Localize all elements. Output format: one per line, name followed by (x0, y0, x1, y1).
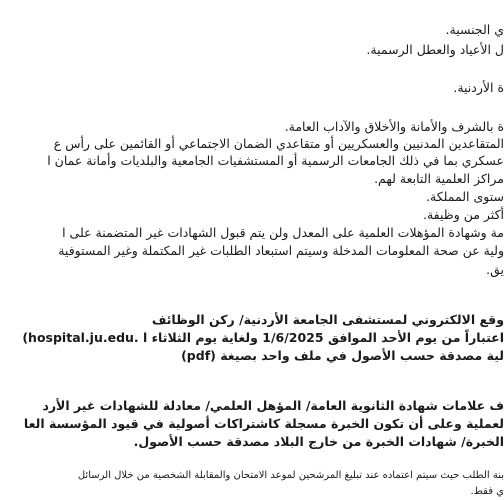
requirement-line: ة بالشرف والأمانة والأخلاق والآداب العامة. (284, 119, 504, 134)
attachment-line: لعملية وعلى أن تكون الخبرة مسجلة كاشتراكات أصولية في قيود المؤسسة العا (23, 416, 504, 431)
requirement-line: أكثر من وظيفة. (422, 207, 504, 222)
footnote-line: بنة الطلب حيث سيتم اعتماده عند تبليغ المرشحين لموعد الامتحان والمقابلة الشخصية من خلال الرسائل (77, 470, 504, 481)
requirement-line: ي الجنسية. (445, 22, 504, 37)
requirement-line: المتقاعدين المدنيين والعسكريين أو متقاعدي الضمان الاجتماعي أو القائمين على رأس ع (53, 136, 504, 151)
requirement-line: ستوى المملكة. (426, 189, 504, 204)
requirement-line: مة وشهادة المؤهلات العلمية على المعدل ولن يتم قبول الشهادات غير المتضمنة على ا (62, 225, 504, 240)
footnote-line: ي فقط. (470, 486, 504, 497)
attachment-line: الخبرة/ شهادات الخبرة من خارج البلاد مصدقة حسب الأصول. (133, 434, 504, 449)
attachment-line: ف علامات شهادة الثانوية العامة/ المؤهل العلمي/ معادلة للشهادات غير الأرد (42, 398, 504, 413)
requirement-line: ة الأردنية. (453, 80, 504, 95)
requirement-line: ل الأعياد والعطل الرسمية. (366, 42, 504, 57)
submission-line: (hospital.ju.edu. اعتباراً من يوم الأحد الموافق 1/6/2025 ولغاية يوم الثلاثاء ا (22, 330, 504, 345)
requirement-line: عسكري بما في ذلك الجامعات الرسمية أو المستشفيات الجامعية والبلديات وأمانة عمان ا (47, 153, 504, 168)
requirement-line: مراكز العلمية التابعة لهم. (374, 171, 504, 186)
submission-line: وقع الالكتروني لمستشفى الجامعة الأردنية/ ركن الوظائف (151, 312, 504, 327)
requirement-line: يق. (486, 262, 504, 277)
requirement-line: ولية عن صحة المعلومات المدخلة وسيتم استبعاد الطلبات غير المكتملة وغير المستوفية (58, 243, 504, 258)
submission-line: لية مصدقة حسب الأصول في ملف واحد بصيغة (pdf) (181, 348, 504, 363)
